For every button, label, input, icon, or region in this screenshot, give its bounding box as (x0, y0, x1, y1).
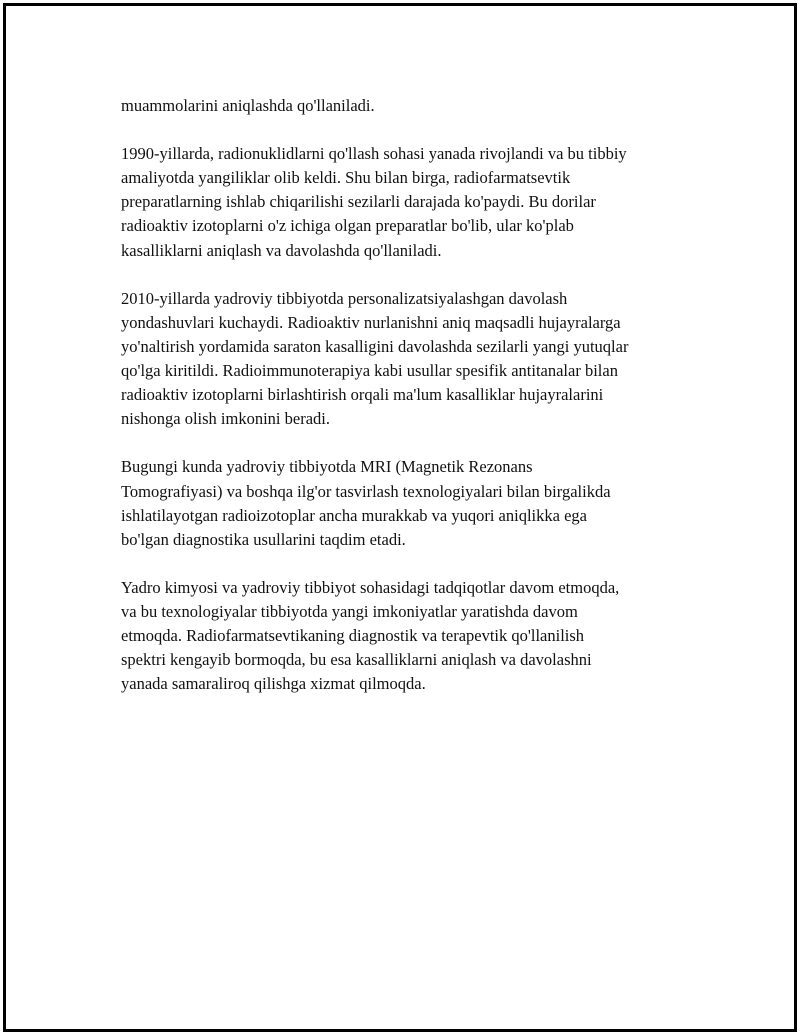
text-line: yondashuvlari kuchaydi. Radioaktiv nurlanishni aniq maqsadli hujayralarga (121, 312, 621, 332)
text-line: yo'naltirish yordamida saraton kasalligini davolashda sezilarli yangi yutuqlar (121, 336, 629, 356)
text-line: amaliyotda yangiliklar olib keldi. Shu bilan birga, radiofarmatsevtik (121, 168, 571, 188)
paragraph-5 (121, 576, 701, 696)
text-line: Bugungi kunda yadroviy tibbiyotda MRI (Magnetik Rezonans (121, 457, 533, 477)
document-page (3, 3, 797, 1032)
text-line: etmoqda. Radiofarmatsevtikaning diagnostik va terapevtik qo'llanilish (121, 626, 585, 646)
text-line: qo'lga kiritildi. Radioimmunoterapiya kabi usullar spesifik antitanalar bilan (121, 361, 618, 381)
text-line: ishlatilayotgan radioizotoplar ancha murakkab va yuqori aniqlikka ega (121, 505, 587, 525)
paragraph-2 (121, 142, 701, 262)
paragraph-4 (121, 455, 701, 551)
text-line: bo'lgan diagnostika usullarini taqdim etadi. (121, 529, 406, 549)
text-line: 1990-yillarda, radionuklidlarni qo'llash sohasi yanada rivojlandi va bu tibbiy (121, 144, 627, 164)
text-line: kasalliklarni aniqlash va davolashda qo'llaniladi. (121, 240, 442, 260)
text-line: yanada samaraliroq qilishga xizmat qilmoqda. (121, 674, 426, 694)
text-line: spektri kengayib bormoqda, bu esa kasalliklarni aniqlash va davolashni (121, 650, 592, 670)
text-line: Yadro kimyosi va yadroviy tibbiyot sohasidagi tadqiqotlar davom etmoqda, (121, 577, 620, 597)
text-line: 2010-yillarda yadroviy tibbiyotda personalizatsiyalashgan davolash (121, 288, 568, 308)
document-body (121, 94, 701, 720)
paragraph-3 (121, 287, 701, 432)
text-line: preparatlarning ishlab chiqarilishi sezilarli darajada ko'paydi. Bu dorilar (121, 192, 596, 212)
text-line: va bu texnologiyalar tibbiyotda yangi imkoniyatlar yaratishda davom (121, 601, 578, 621)
text-line: radioaktiv izotoplarni birlashtirish orqali ma'lum kasalliklar hujayralarini (121, 385, 604, 405)
text-line: radioaktiv izotoplarni o'z ichiga olgan preparatlar bo'lib, ular ko'plab (121, 216, 574, 236)
text-line: nishonga olish imkonini beradi. (121, 409, 330, 429)
text-line: Tomografiyasi) va boshqa ilg'or tasvirlash texnologiyalari bilan birgalikda (121, 481, 611, 501)
text-line: muammolarini aniqlashda qo'llaniladi. (121, 96, 375, 115)
paragraph-1 (121, 94, 701, 118)
